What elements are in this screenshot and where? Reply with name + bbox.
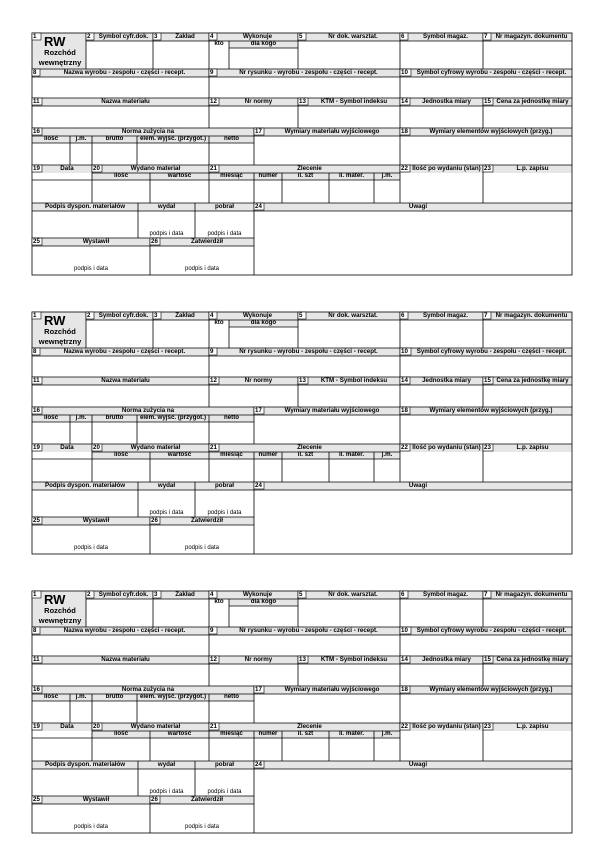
- label-wykonuje: Wykonuje: [242, 33, 273, 40]
- label-miesiac: miesiąc: [220, 451, 243, 458]
- document-code: RW: [44, 313, 66, 328]
- label-zatwierdzil: Zatwierdził: [191, 517, 223, 524]
- field-number: 26: [151, 517, 158, 524]
- field-number: 22: [401, 165, 408, 172]
- label-wymiary-elementow: Wymiary elementów wyjściowych (przyg.): [429, 407, 553, 414]
- field-number: 10: [401, 348, 408, 355]
- signature-caption: podpis i data: [149, 510, 184, 516]
- document-title-line1: Rozchód: [44, 48, 76, 57]
- label-ktm-symbol-indeksu: KTM - Symbol indeksu: [320, 377, 388, 384]
- label-dla-kogo: dla kogo: [250, 598, 277, 605]
- document-title-line2: wewnętrzny: [38, 58, 82, 67]
- label-data: Data: [60, 723, 74, 730]
- label-il-mater: il. mater.: [338, 172, 365, 179]
- label-nr-dok-warsztat: Nr dok. warsztat.: [328, 33, 378, 40]
- field-number: 15: [484, 98, 491, 105]
- field-number: 24: [255, 761, 262, 768]
- label-wykonuje: Wykonuje: [242, 312, 273, 319]
- field-number: 21: [210, 165, 217, 172]
- field-number: 6: [401, 312, 405, 319]
- label-miesiac: miesiąc: [220, 730, 243, 737]
- label-norma-zuzycia: Norma zużycia na: [121, 407, 175, 414]
- field-number: 26: [151, 238, 158, 245]
- label-nr-normy: Nr normy: [244, 656, 273, 663]
- label-symbol-cyfr-dok: Symbol cyfr.dok.: [98, 591, 149, 598]
- label-kto: kto: [214, 598, 224, 605]
- label-nr-magazyn-dokumentu: Nr magazyn. dokumentu: [495, 591, 568, 598]
- label-numer: numer: [258, 172, 278, 179]
- rw-form: [32, 312, 572, 554]
- field-number: 19: [33, 444, 40, 451]
- field-number: 24: [255, 482, 262, 489]
- label-nazwa-materialu: Nazwa materiału: [101, 377, 150, 384]
- label-cena-za-jednostke: Cena za jednostkę miary: [496, 98, 569, 105]
- label-zatwierdzil: Zatwierdził: [191, 238, 223, 245]
- field-number: 17: [255, 128, 262, 135]
- field-number: 14: [401, 98, 408, 105]
- label-dla-kogo: dla kogo: [250, 319, 277, 326]
- label-ilosc-po-wydaniu: Ilość po wydaniu (stan): [412, 723, 481, 730]
- field-number: 10: [401, 627, 408, 634]
- label-symbol-cyfrowy-wyrobu: Symbol cyfrowy wyrobu - zespołu - części - recept.: [416, 69, 567, 76]
- field-number: 4: [210, 591, 214, 598]
- label-ilosc: ilość: [113, 730, 129, 737]
- label-ktm-symbol-indeksu: KTM - Symbol indeksu: [320, 98, 388, 105]
- label-nr-rysunku: Nr rysunku - wyrobu - zespołu - części - recept.: [239, 348, 378, 355]
- label-wydano-material: Wydano materiał: [130, 165, 181, 172]
- field-number: 7: [484, 312, 488, 319]
- field-number: 14: [401, 377, 408, 384]
- field-number: 15: [484, 656, 491, 663]
- label-wydano-material: Wydano materiał: [130, 444, 181, 451]
- field-number: 10: [401, 69, 408, 76]
- label-ilosc: ilość: [43, 693, 59, 700]
- label-podpis-dyspon: Podpis dyspon. materiałów: [44, 761, 126, 768]
- field-number: 11: [33, 98, 40, 105]
- label-jm: j.m.: [381, 172, 393, 179]
- document-title-line2: wewnętrzny: [38, 616, 82, 625]
- label-wymiary-materialu: Wymiary materiału wyjściowego: [284, 686, 380, 693]
- field-number: 20: [93, 444, 100, 451]
- label-pobral: pobrał: [215, 761, 234, 768]
- label-uwagi: Uwagi: [408, 761, 428, 768]
- field-number: 19: [33, 723, 40, 730]
- field-number: 8: [33, 348, 37, 355]
- label-wymiary-materialu: Wymiary materiału wyjściowego: [284, 407, 380, 414]
- label-zaklad: Zakład: [175, 312, 195, 319]
- signature-caption: podpis i data: [149, 789, 184, 795]
- label-nr-rysunku: Nr rysunku - wyrobu - zespołu - części - recept.: [239, 627, 378, 634]
- field-number: 21: [210, 723, 217, 730]
- field-number: 25: [33, 796, 40, 803]
- label-nazwa-materialu: Nazwa materiału: [101, 98, 150, 105]
- label-netto: netto: [223, 135, 240, 142]
- field-number: 17: [255, 686, 262, 693]
- label-pobral: pobrał: [215, 203, 234, 210]
- field-number: 1: [33, 312, 37, 319]
- label-jm: j.m.: [75, 693, 87, 700]
- label-nazwa-wyrobu: Nazwa wyrobu - zespołu - części - recept.: [63, 69, 186, 76]
- label-elem-wyjsc: elem. wyjść. (przygot.): [139, 135, 207, 142]
- label-cena-za-jednostke: Cena za jednostkę miary: [496, 656, 569, 663]
- label-il-szt: il. szt: [297, 730, 314, 737]
- label-lp-zapisu: L.p. zapisu: [516, 723, 549, 730]
- label-podpis-dyspon: Podpis dyspon. materiałów: [44, 203, 126, 210]
- field-number: 8: [33, 69, 37, 76]
- label-nr-dok-warsztat: Nr dok. warsztat.: [328, 312, 378, 319]
- label-uwagi: Uwagi: [408, 482, 428, 489]
- label-nr-rysunku: Nr rysunku - wyrobu - zespołu - części - recept.: [239, 69, 378, 76]
- field-number: 19: [33, 165, 40, 172]
- label-jm: j.m.: [381, 451, 393, 458]
- field-number: 13: [299, 377, 306, 384]
- field-number: 6: [401, 33, 405, 40]
- field-number: 9: [210, 348, 214, 355]
- field-number: 9: [210, 69, 214, 76]
- label-wydal: wydał: [157, 482, 176, 489]
- label-wystawil: Wystawił: [82, 517, 110, 524]
- document-title-line1: Rozchód: [44, 606, 76, 615]
- field-number: 12: [210, 656, 217, 663]
- label-jednostka-miary: Jednostka miary: [422, 656, 471, 663]
- field-number: 22: [401, 723, 408, 730]
- label-lp-zapisu: L.p. zapisu: [516, 165, 549, 172]
- field-number: 1: [33, 591, 37, 598]
- label-kto: kto: [214, 319, 224, 326]
- label-jednostka-miary: Jednostka miary: [422, 98, 471, 105]
- label-nr-normy: Nr normy: [244, 98, 273, 105]
- label-wymiary-materialu: Wymiary materiału wyjściowego: [284, 128, 380, 135]
- field-number: 21: [210, 444, 217, 451]
- field-number: 23: [484, 723, 491, 730]
- label-data: Data: [60, 444, 74, 451]
- field-number: 3: [154, 312, 158, 319]
- label-symbol-cyfr-dok: Symbol cyfr.dok.: [98, 33, 149, 40]
- field-number: 25: [33, 517, 40, 524]
- document-title-line2: wewnętrzny: [38, 337, 82, 346]
- label-symbol-magaz: Symbol magaz.: [422, 33, 469, 40]
- label-zlecenie: Zlecenie: [297, 165, 322, 172]
- field-number: 8: [33, 627, 37, 634]
- label-data: Data: [60, 165, 74, 172]
- field-number: 18: [401, 407, 408, 414]
- label-brutto: brutto: [105, 414, 124, 421]
- field-number: 18: [401, 686, 408, 693]
- label-il-mater: il. mater.: [338, 451, 365, 458]
- field-number: 5: [299, 312, 303, 319]
- signature-caption: podpis i data: [184, 824, 220, 830]
- field-number: 14: [401, 656, 408, 663]
- label-elem-wyjsc: elem. wyjść. (przygot.): [139, 693, 207, 700]
- label-symbol-cyfrowy-wyrobu: Symbol cyfrowy wyrobu - zespołu - części - recept.: [416, 627, 567, 634]
- label-miesiac: miesiąc: [220, 172, 243, 179]
- label-nr-normy: Nr normy: [244, 377, 273, 384]
- field-number: 7: [484, 591, 488, 598]
- rw-form: [32, 591, 572, 833]
- label-wartosc: wartość: [167, 730, 192, 737]
- document-code: RW: [44, 592, 66, 607]
- signature-caption: podpis i data: [149, 231, 184, 237]
- field-number: 2: [87, 591, 91, 598]
- field-number: 15: [484, 377, 491, 384]
- label-zaklad: Zakład: [175, 591, 195, 598]
- label-jm: j.m.: [75, 135, 87, 142]
- label-zaklad: Zakład: [175, 33, 195, 40]
- label-numer: numer: [258, 730, 278, 737]
- field-number: 23: [484, 444, 491, 451]
- signature-caption: podpis i data: [184, 545, 220, 551]
- label-jm: j.m.: [381, 730, 393, 737]
- label-wydano-material: Wydano materiał: [130, 723, 181, 730]
- label-symbol-cyfr-dok: Symbol cyfr.dok.: [98, 312, 149, 319]
- signature-caption: podpis i data: [207, 789, 242, 795]
- field-number: 18: [401, 128, 408, 135]
- field-number: 2: [87, 33, 91, 40]
- label-kto: kto: [214, 40, 224, 47]
- signature-caption: podpis i data: [73, 824, 109, 830]
- field-number: 3: [154, 591, 158, 598]
- label-nr-magazyn-dokumentu: Nr magazyn. dokumentu: [495, 33, 568, 40]
- label-nr-dok-warsztat: Nr dok. warsztat.: [328, 591, 378, 598]
- label-zlecenie: Zlecenie: [297, 444, 322, 451]
- label-netto: netto: [223, 693, 240, 700]
- field-number: 11: [33, 656, 40, 663]
- label-jm: j.m.: [75, 414, 87, 421]
- label-brutto: brutto: [105, 135, 124, 142]
- field-number: 9: [210, 627, 214, 634]
- field-number: 4: [210, 33, 214, 40]
- field-number: 22: [401, 444, 408, 451]
- label-wystawil: Wystawił: [82, 796, 110, 803]
- label-il-szt: il. szt: [297, 451, 314, 458]
- label-wartosc: wartość: [167, 172, 192, 179]
- label-uwagi: Uwagi: [408, 203, 428, 210]
- rw-form: [32, 33, 572, 275]
- label-pobral: pobrał: [215, 482, 234, 489]
- label-il-mater: il. mater.: [338, 730, 365, 737]
- label-jednostka-miary: Jednostka miary: [422, 377, 471, 384]
- field-number: 16: [33, 686, 40, 693]
- field-number: 7: [484, 33, 488, 40]
- label-symbol-magaz: Symbol magaz.: [422, 312, 469, 319]
- label-ilosc: ilość: [113, 172, 129, 179]
- label-nr-magazyn-dokumentu: Nr magazyn. dokumentu: [495, 312, 568, 319]
- label-zlecenie: Zlecenie: [297, 723, 322, 730]
- label-lp-zapisu: L.p. zapisu: [516, 444, 549, 451]
- label-nazwa-wyrobu: Nazwa wyrobu - zespołu - części - recept.: [63, 348, 186, 355]
- field-number: 16: [33, 128, 40, 135]
- label-ktm-symbol-indeksu: KTM - Symbol indeksu: [320, 656, 388, 663]
- label-nazwa-materialu: Nazwa materiału: [101, 656, 150, 663]
- label-dla-kogo: dla kogo: [250, 40, 277, 47]
- field-number: 3: [154, 33, 158, 40]
- signature-caption: podpis i data: [207, 510, 242, 516]
- field-number: 4: [210, 312, 214, 319]
- label-netto: netto: [223, 414, 240, 421]
- field-number: 11: [33, 377, 40, 384]
- label-elem-wyjsc: elem. wyjść. (przygot.): [139, 414, 207, 421]
- field-number: 12: [210, 377, 217, 384]
- label-ilosc: ilość: [43, 135, 59, 142]
- label-numer: numer: [258, 451, 278, 458]
- field-number: 20: [93, 165, 100, 172]
- field-number: 26: [151, 796, 158, 803]
- document-code: RW: [44, 34, 66, 49]
- field-number: 13: [299, 656, 306, 663]
- field-number: 25: [33, 238, 40, 245]
- signature-caption: podpis i data: [184, 266, 220, 272]
- field-number: 6: [401, 591, 405, 598]
- label-norma-zuzycia: Norma zużycia na: [121, 686, 175, 693]
- field-number: 5: [299, 33, 303, 40]
- label-ilosc: ilość: [43, 414, 59, 421]
- field-number: 5: [299, 591, 303, 598]
- field-number: 24: [255, 203, 262, 210]
- field-number: 17: [255, 407, 262, 414]
- label-zatwierdzil: Zatwierdził: [191, 796, 223, 803]
- label-ilosc: ilość: [113, 451, 129, 458]
- field-number: 2: [87, 312, 91, 319]
- label-nazwa-wyrobu: Nazwa wyrobu - zespołu - części - recept.: [63, 627, 186, 634]
- label-wykonuje: Wykonuje: [242, 591, 273, 598]
- signature-caption: podpis i data: [207, 231, 242, 237]
- label-symbol-cyfrowy-wyrobu: Symbol cyfrowy wyrobu - zespołu - części - recept.: [416, 348, 567, 355]
- label-wystawil: Wystawił: [82, 238, 110, 245]
- field-number: 20: [93, 723, 100, 730]
- label-cena-za-jednostke: Cena za jednostkę miary: [496, 377, 569, 384]
- label-wymiary-elementow: Wymiary elementów wyjściowych (przyg.): [429, 128, 553, 135]
- signature-caption: podpis i data: [73, 545, 109, 551]
- label-wydal: wydał: [157, 203, 176, 210]
- label-ilosc-po-wydaniu: Ilość po wydaniu (stan): [412, 444, 481, 451]
- field-number: 1: [33, 33, 37, 40]
- field-number: 12: [210, 98, 217, 105]
- field-number: 16: [33, 407, 40, 414]
- label-wartosc: wartość: [167, 451, 192, 458]
- field-number: 23: [484, 165, 491, 172]
- label-wymiary-elementow: Wymiary elementów wyjściowych (przyg.): [429, 686, 553, 693]
- label-podpis-dyspon: Podpis dyspon. materiałów: [44, 482, 126, 489]
- signature-caption: podpis i data: [73, 266, 109, 272]
- label-norma-zuzycia: Norma zużycia na: [121, 128, 175, 135]
- field-number: 13: [299, 98, 306, 105]
- label-ilosc-po-wydaniu: Ilość po wydaniu (stan): [412, 165, 481, 172]
- label-il-szt: il. szt: [297, 172, 314, 179]
- label-wydal: wydał: [157, 761, 176, 768]
- label-brutto: brutto: [105, 693, 124, 700]
- document-title-line1: Rozchód: [44, 327, 76, 336]
- label-symbol-magaz: Symbol magaz.: [422, 591, 469, 598]
